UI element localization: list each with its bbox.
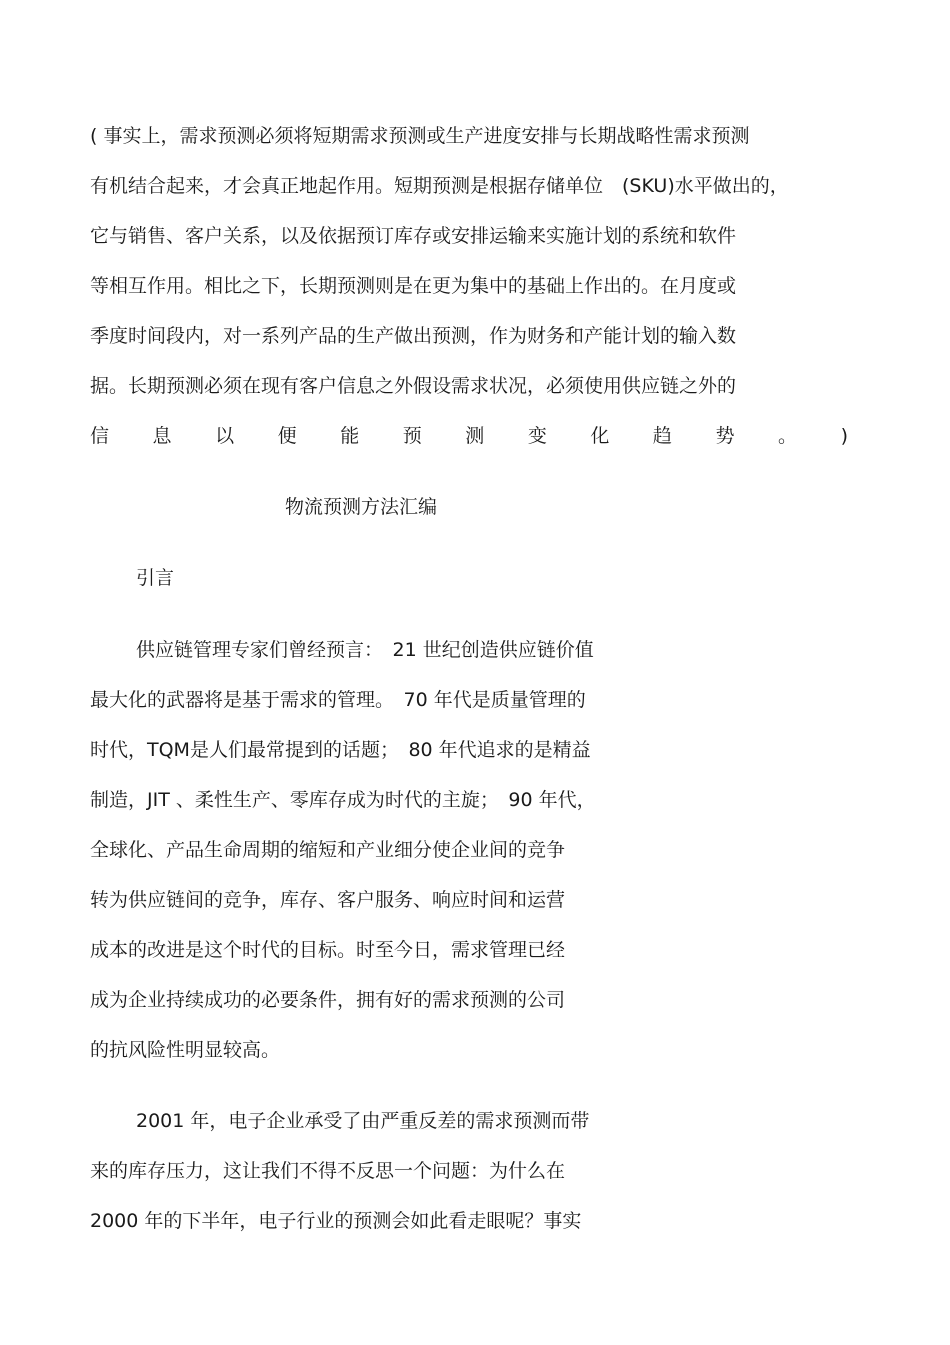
intro-char: 变 [527, 425, 547, 447]
p1-line-5: 全球化、产品生命周期的缩短和产业细分使企业间的竞争 [90, 839, 566, 861]
intro-char: 能 [340, 425, 360, 447]
p1-line-3: 时代，TQM是人们最常提到的话题； 80 年代追求的是精益 [90, 739, 591, 761]
intro-line-6: 据。长期预测必须在现有客户信息之外假设需求状况，必须使用供应链之外的 [90, 375, 737, 397]
intro-char: 测 [465, 425, 485, 447]
p1-line-9: 的抗风险性明显较高。 [90, 1039, 281, 1061]
intro-line-2: 有机结合起来，才会真正地起作用。短期预测是根据存储单位 (SKU)水平做出的， [90, 175, 789, 197]
intro-char: 信 [90, 425, 110, 447]
document-title: 物流预测方法汇编 [285, 496, 438, 518]
intro-char: 。 [778, 425, 798, 447]
intro-char: 趋 [652, 425, 672, 447]
intro-char: 预 [402, 425, 422, 447]
intro-char: 以 [215, 425, 235, 447]
p1-line-1: 供应链管理专家们曾经预言： 21 世纪创造供应链价值 [136, 639, 594, 661]
p1-line-2: 最大化的武器将是基于需求的管理。 70 年代是质量管理的 [90, 689, 586, 711]
p1-line-4: 制造，JIT 、柔性生产、零库存成为时代的主旋； 90 年代， [90, 789, 596, 811]
intro-char: 化 [590, 425, 610, 447]
p2-line-1: 2001 年，电子企业承受了由严重反差的需求预测而带 [136, 1110, 590, 1132]
intro-line-4: 等相互作用。相比之下，长期预测则是在更为集中的基础上作出的。在月度或 [90, 275, 737, 297]
intro-line-3: 它与销售、客户关系，以及依据预订库存或安排运输来实施计划的系统和软件 [90, 225, 737, 247]
intro-char: 便 [277, 425, 297, 447]
p2-line-2: 来的库存压力，这让我们不得不反思一个问题：为什么在 [90, 1160, 566, 1182]
p2-line-3: 2000 年的下半年，电子行业的预测会如此看走眼呢？事实 [90, 1210, 582, 1232]
intro-line-5: 季度时间段内，对一系列产品的生产做出预测，作为财务和产能计划的输入数 [90, 325, 737, 347]
intro-char: 息 [152, 425, 172, 447]
intro-char: ) [840, 425, 848, 447]
p1-line-8: 成为企业持续成功的必要条件，拥有好的需求预测的公司 [90, 989, 566, 1011]
p1-line-7: 成本的改进是这个时代的目标。时至今日，需求管理已经 [90, 939, 566, 961]
p1-line-6: 转为供应链间的竞争，库存、客户服务、响应时间和运营 [90, 889, 566, 911]
section-heading: 引言 [136, 567, 175, 589]
intro-char: 势 [715, 425, 735, 447]
intro-line-7-justified [90, 424, 848, 448]
intro-line-1: ( 事实上，需求预测必须将短期需求预测或生产进度安排与长期战略性需求预测 [90, 125, 750, 147]
